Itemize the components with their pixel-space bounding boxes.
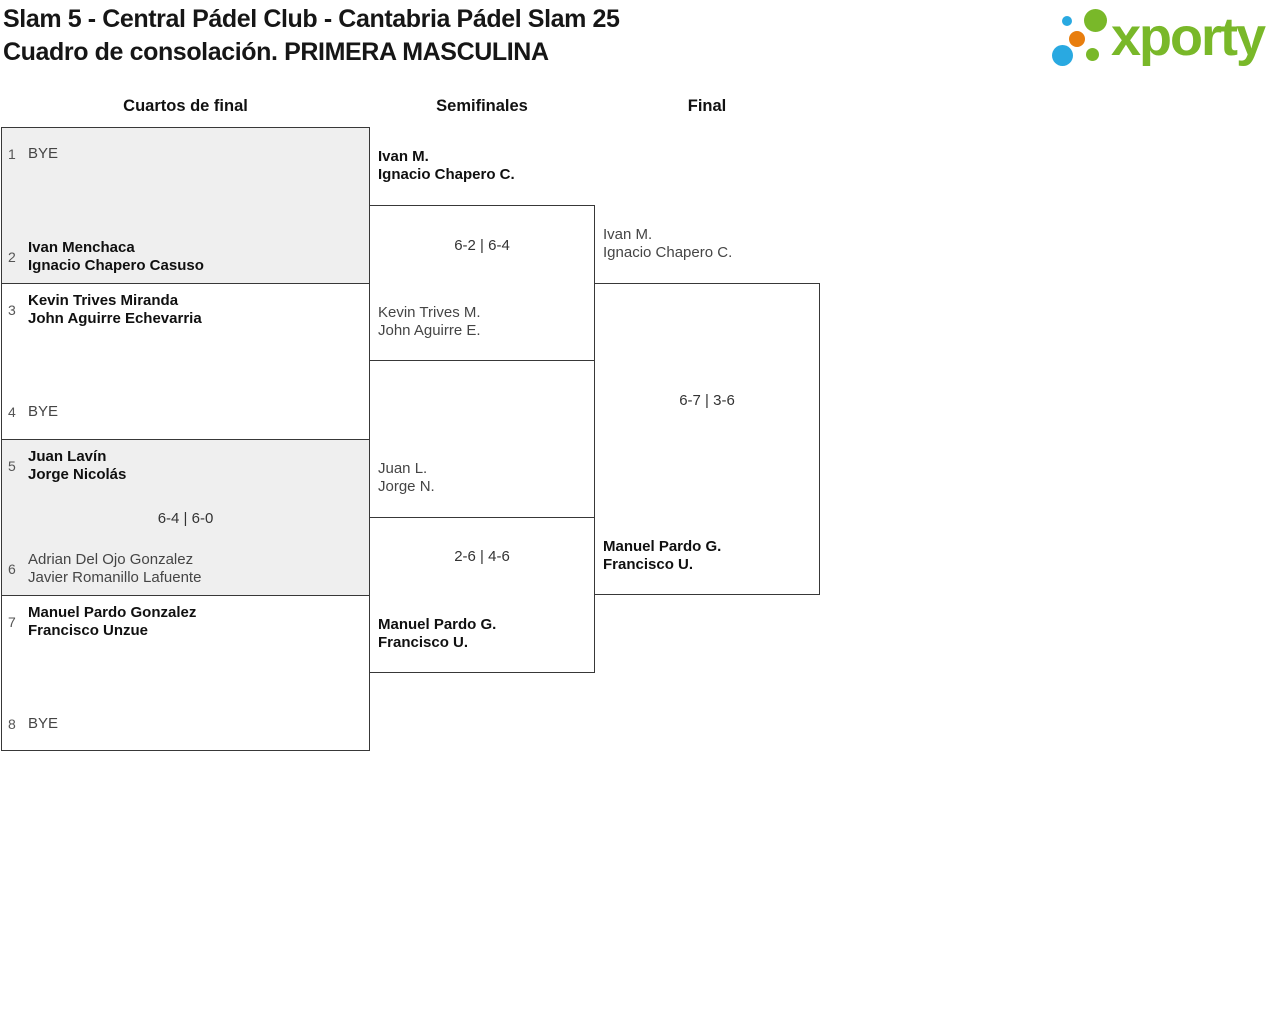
team-name: BYE	[28, 715, 59, 732]
tournament-title: Slam 5 - Central Pádel Club - Cantabria Pádel Slam 25	[3, 5, 620, 33]
seed-label: 1	[8, 146, 16, 162]
team-name: Juan Lavín Jorge Nicolás	[28, 448, 127, 483]
team-name: Manuel Pardo G. Francisco U.	[378, 616, 497, 651]
final-match-score: 6-7 | 3-6	[679, 392, 735, 409]
logo-dot-green-large-icon	[1084, 9, 1107, 32]
seed-label: 4	[8, 404, 16, 420]
sf-match1-score: 6-2 | 6-4	[454, 237, 510, 254]
seed-label: 3	[8, 302, 16, 318]
qf-match2-team-bottom	[8, 403, 58, 421]
team-name: Ivan M. Ignacio Chapero C.	[603, 226, 733, 261]
round-header-quarterfinals: Cuartos de final	[123, 97, 248, 115]
team-name: BYE	[28, 403, 59, 420]
final-team-top	[603, 226, 732, 262]
qf-match3-score: 6-4 | 6-0	[157, 510, 214, 527]
sf-match1-team-top	[378, 148, 515, 184]
seed-label: 5	[8, 458, 16, 474]
final-team-bottom	[603, 538, 721, 574]
sf-match1-team-bottom	[378, 304, 481, 340]
logo-dot-blue-large-icon	[1052, 45, 1073, 66]
team-name: Manuel Pardo G. Francisco U.	[603, 538, 722, 573]
logo-dot-green-small-icon	[1086, 48, 1099, 61]
bracket-subtitle: Cuadro de consolación. PRIMERA MASCULINA	[3, 38, 549, 66]
qf-match1-team-top	[8, 145, 58, 163]
sf-match2-team-bottom	[378, 616, 496, 652]
team-name: Juan L. Jorge N.	[378, 460, 435, 495]
xporty-logo[interactable]	[1045, 2, 1277, 78]
qf-match2-team-top	[8, 292, 202, 328]
team-name: Adrian Del Ojo Gonzalez Javier Romanillo Lafuente	[28, 551, 202, 586]
seed-label: 8	[8, 716, 16, 732]
round-header-semifinals: Semifinales	[436, 97, 528, 115]
logo-dot-orange-icon	[1069, 31, 1085, 47]
team-name: Ivan Menchaca Ignacio Chapero Casuso	[28, 239, 204, 274]
team-name: Kevin Trives Miranda John Aguirre Echevarria	[28, 292, 202, 327]
qf-match3-team-bottom	[8, 551, 201, 587]
logo-dot-blue-small-icon	[1062, 16, 1072, 26]
team-name: Kevin Trives M. John Aguirre E.	[378, 304, 481, 339]
sf-match2-team-top	[378, 460, 435, 496]
seed-label: 2	[8, 249, 16, 265]
team-name: Ivan M. Ignacio Chapero C.	[378, 148, 515, 183]
qf-match4-team-top	[8, 604, 196, 640]
qf-match3-team-top	[8, 448, 126, 484]
round-header-final: Final	[687, 97, 727, 115]
seed-label: 6	[8, 561, 16, 577]
logo-wordmark: xporty	[1111, 7, 1265, 67]
sf-match2-score: 2-6 | 4-6	[454, 548, 510, 565]
team-name: BYE	[28, 145, 59, 162]
qf-match4-team-bottom	[8, 715, 58, 733]
qf-match1-team-bottom	[8, 239, 204, 275]
team-name: Manuel Pardo Gonzalez Francisco Unzue	[28, 604, 197, 639]
page-title	[3, 3, 620, 69]
seed-label: 7	[8, 614, 16, 630]
